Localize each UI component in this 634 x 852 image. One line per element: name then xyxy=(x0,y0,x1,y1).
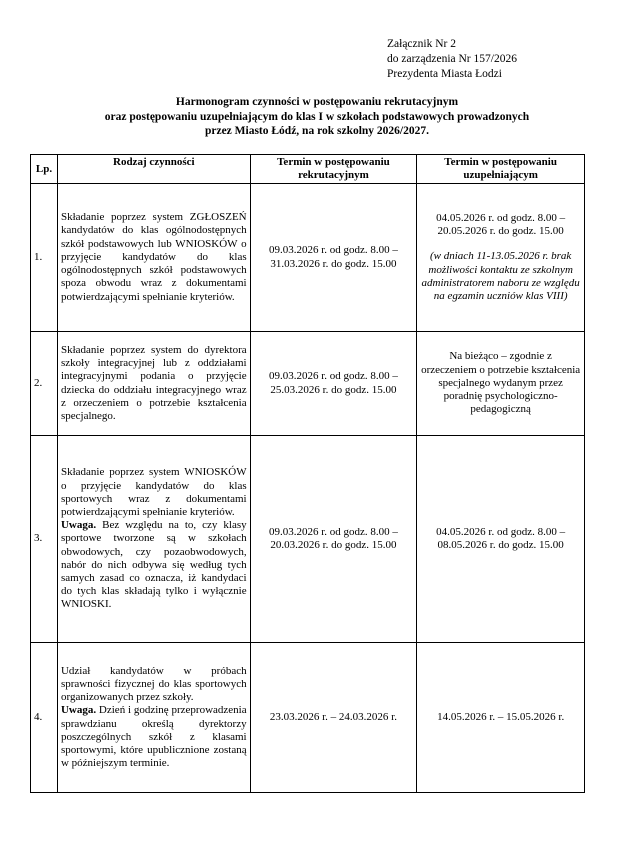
warning-text: Dzień i godzinę przeprowadzenia sprawdzianu określą dyrektorzy poszczególnych szkół z klasami sportowymi, które upublicznione zostaną w późniejszym terminie. xyxy=(60,704,247,770)
supplementary-note: (w dniach 11-13.05.2026 r. brak możliwości kontaktu ze szkolnym administratorem naboru ze względu na egzamin uczniów klas VIII) xyxy=(421,250,580,302)
row-recruitment-term: 23.03.2026 r. – 24.03.2026 r. xyxy=(250,643,417,793)
annex-ordinance: do zarządzenia Nr 157/2026 xyxy=(387,53,517,65)
document-title xyxy=(30,95,604,139)
header-activity: Rodzaj czynności xyxy=(57,155,250,184)
row-lp: 2. xyxy=(31,332,58,436)
row-warning xyxy=(61,704,247,770)
row-activity: Składanie poprzez system do dyrektora szkoły integracyjnej lub z oddziałami integracyjnymi podania o przyjęcie dziecka do oddziału integracyjnego wraz z orzeczeniem o potrzebie kształcenia specjalnego. xyxy=(57,332,250,436)
annex-issuer: Prezydenta Miasta Łodzi xyxy=(387,68,502,80)
row-supplementary-term: 04.05.2026 r. od godz. 8.00 – 08.05.2026 r. do godz. 15.00 xyxy=(417,436,585,643)
warning-text: Bez względu na to, czy klasy sportowe tworzone są w szkołach obwodowych, czy pozaobwodowych, nabór do nich odbywa się według tych samych zasad co oznacza, iż kandydaci do tych klas składają tylko i wyłącznie WNIOSKI. xyxy=(60,519,247,611)
row-activity: Składanie poprzez system WNIOSKÓW o przyjęcie kandydatów do klas sportowych wraz z dokumentami potwierdzającymi spełnianie kryteriów. xyxy=(60,466,247,518)
row-supplementary-term: 14.05.2026 r. – 15.05.2026 r. xyxy=(417,643,585,793)
row-activity-cell xyxy=(57,436,250,643)
supplementary-term-text: 04.05.2026 r. od godz. 8.00 – 20.05.2026 r. do godz. 15.00 xyxy=(436,211,566,238)
row-warning xyxy=(61,519,247,611)
title-line-1: Harmonogram czynności w postępowaniu rekrutacyjnym xyxy=(175,96,459,108)
warning-label: Uwaga. xyxy=(60,519,97,532)
row-recruitment-term: 09.03.2026 r. od godz. 8.00 – 20.03.2026 r. do godz. 15.00 xyxy=(250,436,417,643)
warning-label: Uwaga. xyxy=(60,704,97,717)
row-lp: 1. xyxy=(31,184,58,332)
table-row xyxy=(31,332,585,436)
title-line-3: przez Miasto Łódź, na rok szkolny 2026/2027. xyxy=(204,125,430,137)
title-line-2: oraz postępowaniu uzupełniającym do klas I w szkołach podstawowych prowadzonych xyxy=(104,110,530,123)
annex-number: Załącznik Nr 2 xyxy=(387,38,456,50)
row-lp: 3. xyxy=(31,436,58,643)
schedule-table xyxy=(30,154,585,793)
row-recruitment-term: 09.03.2026 r. od godz. 8.00 – 25.03.2026 r. do godz. 15.00 xyxy=(250,332,417,436)
table-row xyxy=(31,643,585,793)
row-recruitment-term: 09.03.2026 r. od godz. 8.00 – 31.03.2026 r. do godz. 15.00 xyxy=(250,184,417,332)
row-activity: Udział kandydatów w próbach sprawności fizycznej do klas sportowych organizowanych przez szkoły. xyxy=(60,664,247,704)
header-lp: Lp. xyxy=(31,155,58,184)
row-lp: 4. xyxy=(31,643,58,793)
row-activity: Składanie poprzez system ZGŁOSZEŃ kandydatów do klas ogólnodostępnych szkół podstawowych lub WNIOSKÓW o przyjęcie kandydatów do klas ogólnodostępnych szkół podstawowych spoza obwodu wraz z dokumentami potwierdzającymi spełnianie kryteriów. xyxy=(57,184,250,332)
table-header-row xyxy=(31,155,585,184)
table-row xyxy=(31,184,585,332)
table-row xyxy=(31,436,585,643)
row-supplementary-term: Na bieżąco – zgodnie z orzeczeniem o potrzebie kształcenia specjalnego wydanym przez poradnię psychologiczno-pedagogiczną xyxy=(417,332,585,436)
row-supplementary-term xyxy=(417,184,585,332)
annex-header xyxy=(387,37,517,82)
row-activity-cell xyxy=(57,643,250,793)
header-recruitment: Termin w postępowaniu rekrutacyjnym xyxy=(250,155,417,184)
header-supplementary: Termin w postępowaniu uzupełniającym xyxy=(417,155,585,184)
